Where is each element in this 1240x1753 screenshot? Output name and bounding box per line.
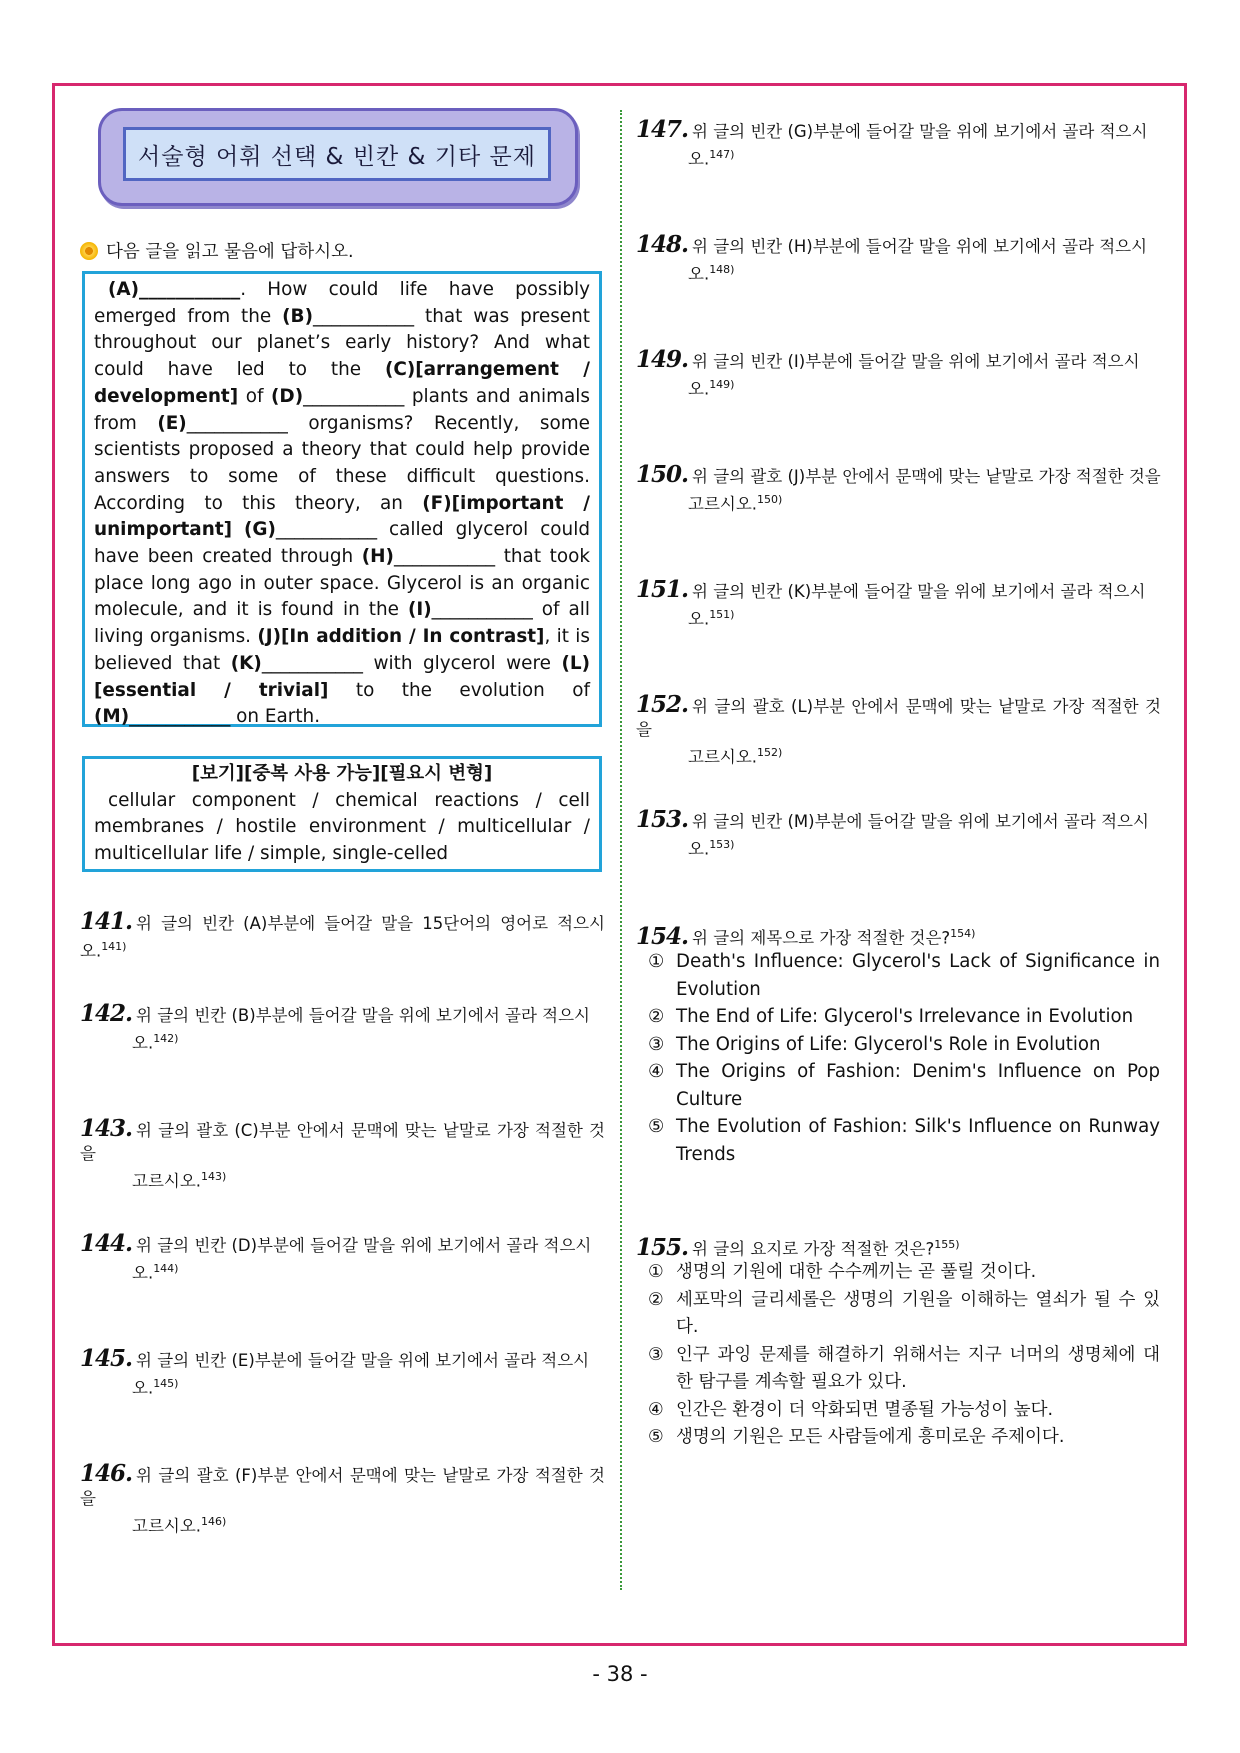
passage-segment: . How could life have possibly emerged from the [94, 279, 590, 327]
passage-blank-label: (I) [407, 599, 432, 621]
question-155: 155. 위 글의 요지로 가장 적절한 것은?$^{155)}$ [636, 1233, 960, 1261]
choices-box [82, 756, 602, 872]
section-title: 서술형 어휘 선택 & 빈칸 & 기타 문제 [123, 127, 551, 181]
question-153: 153. 위 글의 빈칸 (M)부분에 들어갈 말을 위에 보기에서 골라 적으시 오.$^{153)}$ [636, 806, 1149, 859]
option-4[interactable]: ④ The Origins of Fashion: Denim's Influence on Pop Culture [648, 1061, 1160, 1110]
passage-blank-label: (A)___________ [108, 279, 241, 300]
question-151: 151. 위 글의 빈칸 (K)부분에 들어갈 말을 위에 보기에서 골라 적으시 오.$^{151)}$ [636, 576, 1146, 629]
option-2[interactable]: ② 세포막의 글리세롤은 생명의 기원을 이해하는 열쇠가 될 수 있다. [648, 1289, 1160, 1337]
passage-segment: , it is believed that [94, 626, 590, 674]
question-154: 154. 위 글의 제목으로 가장 적절한 것은?$^{154)}$ [636, 922, 976, 950]
passage-segment: ___________ that took place long ago in outer space. Glycerol is an organic molecule, and it is found in the [94, 546, 590, 621]
passage-segment: ___________ called glycerol could have been created through [94, 519, 590, 568]
passage-blank-label: (H) [361, 546, 394, 568]
choices-body: cellular component / chemical reactions / cell membranes / hostile environment / multicellular / multicellular life / simple, single-celled [94, 789, 590, 864]
passage-blank-label: (F)[important / unimportant] [94, 492, 591, 541]
option-4[interactable]: ④ 인간은 환경이 더 악화되면 멸종될 가능성이 높다. [648, 1399, 1054, 1420]
option-1[interactable]: ① 생명의 기원에 대한 수수께끼는 곧 풀릴 것이다. [648, 1262, 1037, 1282]
passage-blank-label: (J)[In addition / In contrast] [257, 626, 545, 648]
question-150: 150. 위 글의 괄호 (J)부분 안에서 문맥에 맞는 낱말로 가장 적절한 것을 고르시오.$^{150)}$ [636, 461, 1161, 514]
passage-segment: ___________ of all living organisms. [94, 599, 590, 648]
passage-blank-label: (E) [157, 412, 187, 434]
question-143: 143. 위 글의 괄호 (C)부분 안에서 문맥에 맞는 낱말로 가장 적절한 것을 고르시오.$^{143)}$ [80, 1115, 605, 1191]
passage-segment: ___________ that was present throughout our planet’s early history? And what could have led to the [94, 305, 590, 381]
passage-blank-label: (C)[arrangement / development] [94, 359, 590, 407]
question-147: 147. 위 글의 빈칸 (G)부분에 들어갈 말을 위에 보기에서 골라 적으시 오.$^{147)}$ [636, 116, 1148, 169]
question-148: 148. 위 글의 빈칸 (H)부분에 들어갈 말을 위에 보기에서 골라 적으시 오.$^{148)}$ [636, 231, 1148, 284]
option-2[interactable]: ② The End of Life: Glycerol's Irrelevance in Evolution [648, 1006, 1134, 1027]
instruction-text: 다음 글을 읽고 물음에 답하시오. [106, 242, 354, 262]
passage-blank-label: (M) [94, 706, 130, 728]
passage-blank-label: (L)[essential / trivial] [94, 652, 590, 701]
question-149: 149. 위 글의 빈칸 (I)부분에 들어갈 말을 위에 보기에서 골라 적으시 오.$^{149)}$ [636, 346, 1140, 399]
choices-title: [보기][중복 사용 가능][필요시 변형] [191, 763, 493, 784]
option-1[interactable]: ① Death's Influence: Glycerol's Lack of Significance in Evolution [648, 951, 1160, 1000]
passage-box [82, 271, 602, 727]
passage-blank-label: (K) [230, 652, 262, 674]
question-154-options [648, 948, 1160, 1168]
question-146: 146. 위 글의 괄호 (F)부분 안에서 문맥에 맞는 낱말로 가장 적절한 것을 고르시오.$^{146)}$ [80, 1460, 605, 1536]
passage-segment: ___________ plants and animals from [94, 385, 590, 434]
passage-text [94, 277, 590, 731]
question-155-options [648, 1259, 1160, 1452]
passage-segment: ___________ organisms? Recently, some scientists proposed a theory that could help provide answers to some of these difficult questions. According to this theory, an [94, 412, 590, 514]
question-141: 141. 위 글의 빈칸 (A)부분에 들어갈 말을 15단어의 영어로 적으시오.$^{141)}$ [80, 908, 605, 961]
question-145: 145. 위 글의 빈칸 (E)부분에 들어갈 말을 위에 보기에서 골라 적으시 오.$^{145)}$ [80, 1345, 590, 1398]
option-5[interactable]: ⑤ 생명의 기원은 모든 사람들에게 흥미로운 주제이다. [648, 1427, 1065, 1447]
passage-segment: ___________ with glycerol were [261, 652, 562, 674]
question-152: 152. 위 글의 괄호 (L)부분 안에서 문맥에 맞는 낱말로 가장 적절한 것을 고르시오.$^{152)}$ [636, 691, 1161, 767]
question-142: 142. 위 글의 빈칸 (B)부분에 들어갈 말을 위에 보기에서 골라 적으시 오.$^{142)}$ [80, 1000, 590, 1053]
option-5[interactable]: ⑤ The Evolution of Fashion: Silk's Influence on Runway Trends [648, 1116, 1160, 1165]
section-title-banner [98, 108, 578, 206]
column-divider [620, 110, 622, 1590]
question-144: 144. 위 글의 빈칸 (D)부분에 들어갈 말을 위에 보기에서 골라 적으시 오.$^{144)}$ [80, 1230, 592, 1283]
flower-icon [80, 242, 98, 260]
page-number: - 38 - [592, 1662, 648, 1686]
instruction [80, 238, 605, 263]
passage-segment [232, 519, 244, 540]
passage-blank-label: (D) [271, 385, 304, 407]
option-3[interactable]: ③ The Origins of Life: Glycerol's Role in Evolution [648, 1033, 1101, 1055]
passage-segment: of [238, 385, 272, 407]
option-3[interactable]: ③ 인구 과잉 문제를 해결하기 위해서는 지구 너머의 생명체에 대한 탐구를 계속할 필요가 있다. [648, 1344, 1160, 1392]
passage-segment: to the evolution of [328, 679, 590, 701]
passage-blank-label: (B) [282, 305, 313, 327]
passage-blank-label: (G) [244, 519, 276, 541]
passage-segment: ___________ on Earth. [129, 706, 321, 728]
